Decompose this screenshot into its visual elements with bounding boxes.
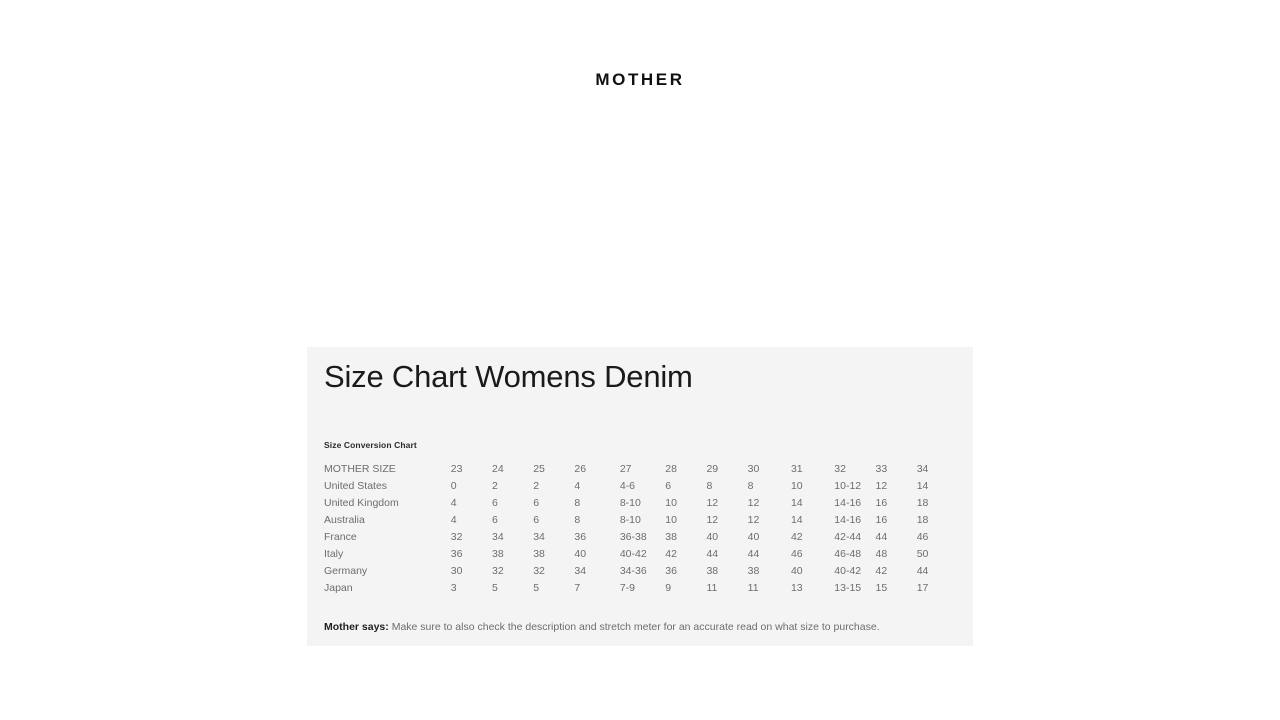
table-row	[324, 528, 958, 545]
table-cell: 12	[747, 496, 760, 509]
table-cell: 12	[875, 479, 888, 492]
table-cell: 4-6	[619, 479, 636, 492]
table-cell: 8	[747, 479, 754, 492]
table-cell: 6	[665, 479, 672, 492]
table-cell: 14	[790, 513, 803, 526]
table-row	[324, 579, 958, 596]
table-cell: 8	[706, 479, 713, 492]
table-cell: 36	[450, 547, 463, 560]
table-cell: 10	[665, 513, 677, 526]
table-cell: 14-16	[834, 496, 862, 509]
table-cell: 4	[450, 496, 457, 509]
table-cell: 34	[574, 564, 587, 577]
table-cell: 5	[492, 581, 498, 594]
table-cell: 2	[492, 479, 498, 492]
table-cell: 18	[916, 513, 929, 526]
table-cell: 5	[533, 581, 540, 594]
table-cell: 26	[574, 462, 587, 475]
table-cell: 6	[492, 496, 498, 509]
row-label: France	[324, 530, 357, 543]
table-cell: 12	[706, 513, 719, 526]
table-cell: 46-48	[834, 547, 862, 560]
row-label: Italy	[324, 547, 344, 560]
table-cell: 42	[790, 530, 803, 543]
table-cell: 46	[916, 530, 929, 543]
table-cell: 3	[450, 581, 457, 594]
table-cell: 2	[533, 479, 540, 492]
table-cell: 32	[450, 530, 463, 543]
table-cell: 18	[916, 496, 929, 509]
table-cell: 44	[916, 564, 929, 577]
table-cell: 16	[875, 513, 888, 526]
brand-header	[0, 70, 1280, 90]
row-label: Japan	[324, 581, 353, 594]
table-cell: 32	[492, 564, 504, 577]
table-cell: 30	[450, 564, 463, 577]
table-cell: 34	[916, 462, 929, 475]
table-cell: 38	[706, 564, 719, 577]
table-cell: 12	[747, 513, 760, 526]
size-conversion-chart-label: Size Conversion Chart	[324, 440, 417, 450]
table-cell: 38	[492, 547, 504, 560]
size-conversion-table	[324, 460, 958, 596]
table-cell: 34	[533, 530, 545, 543]
table-cell: 14	[790, 496, 803, 509]
table-cell: 16	[875, 496, 888, 509]
table-cell: 38	[533, 547, 545, 560]
table-cell: 34	[492, 530, 504, 543]
table-cell: 7-9	[619, 581, 636, 594]
table-cell: 8-10	[619, 496, 641, 509]
table-cell: 7	[574, 581, 581, 594]
table-cell: 36-38	[619, 530, 647, 543]
table-cell: 40	[706, 530, 719, 543]
table-cell: 34-36	[619, 564, 647, 577]
table-cell: 14	[916, 479, 929, 492]
mother-says-text: Make sure to also check the description and stretch meter for an accurate read on what size to purchase.	[388, 621, 880, 633]
table-cell: 11	[747, 581, 759, 594]
table-row	[324, 562, 958, 579]
table-cell: 27	[619, 462, 632, 475]
table-cell: 40	[790, 564, 803, 577]
table-cell: 44	[747, 547, 760, 560]
row-label: MOTHER SIZE	[324, 462, 396, 475]
table-cell: 8	[574, 513, 581, 526]
table-cell: 38	[665, 530, 677, 543]
table-cell: 31	[790, 462, 803, 475]
table-cell: 50	[916, 547, 929, 560]
table-cell: 38	[747, 564, 760, 577]
table-cell: 4	[574, 479, 581, 492]
row-label: Germany	[324, 564, 368, 577]
table-cell: 8	[574, 496, 581, 509]
table-cell: 42	[665, 547, 677, 560]
table-cell: 10-12	[834, 479, 862, 492]
table-cell: 25	[533, 462, 545, 475]
table-cell: 46	[790, 547, 803, 560]
table-row	[324, 511, 958, 528]
table-cell: 42	[875, 564, 888, 577]
table-cell: 33	[875, 462, 888, 475]
table-cell: 40	[574, 547, 587, 560]
table-cell: 29	[706, 462, 719, 475]
table-cell: 48	[875, 547, 888, 560]
brand-wordmark[interactable]: MOTHER	[595, 70, 685, 89]
table-cell: 6	[533, 513, 540, 526]
table-cell: 36	[665, 564, 677, 577]
table-cell: 8-10	[619, 513, 641, 526]
table-cell: 40-42	[619, 547, 647, 560]
table-cell: 11	[706, 581, 718, 594]
table-cell: 13-15	[834, 581, 862, 594]
row-label: Australia	[324, 513, 365, 526]
table-cell: 15	[875, 581, 888, 594]
table-cell: 40-42	[834, 564, 862, 577]
table-cell: 28	[665, 462, 677, 475]
mother-says-note	[324, 621, 880, 635]
table-cell: 44	[706, 547, 719, 560]
table-cell: 9	[665, 581, 672, 594]
table-cell: 23	[450, 462, 463, 475]
table-cell: 10	[665, 496, 677, 509]
table-cell: 10	[790, 479, 803, 492]
row-label: United States	[324, 479, 388, 492]
table-row	[324, 460, 958, 477]
table-cell: 30	[747, 462, 760, 475]
table-cell: 12	[706, 496, 719, 509]
table-cell: 13	[790, 581, 803, 594]
table-cell: 36	[574, 530, 587, 543]
table-cell: 17	[916, 581, 929, 594]
table-cell: 0	[450, 479, 457, 492]
page-title: Size Chart Womens Denim	[324, 359, 693, 394]
table-row	[324, 477, 958, 494]
table-cell: 6	[533, 496, 540, 509]
table-cell: 24	[492, 462, 504, 475]
size-chart-panel	[307, 347, 973, 646]
table-row	[324, 494, 958, 511]
table-cell: 14-16	[834, 513, 862, 526]
table-cell: 32	[834, 462, 846, 475]
table-cell: 4	[450, 513, 457, 526]
table-cell: 42-44	[834, 530, 862, 543]
row-label: United Kingdom	[324, 496, 399, 509]
table-cell: 44	[875, 530, 888, 543]
size-conversion-table-wrapper	[324, 440, 958, 596]
mother-says-label: Mother says:	[324, 621, 389, 633]
table-cell: 6	[492, 513, 498, 526]
table-cell: 40	[747, 530, 760, 543]
table-row	[324, 545, 958, 562]
table-cell: 32	[533, 564, 545, 577]
